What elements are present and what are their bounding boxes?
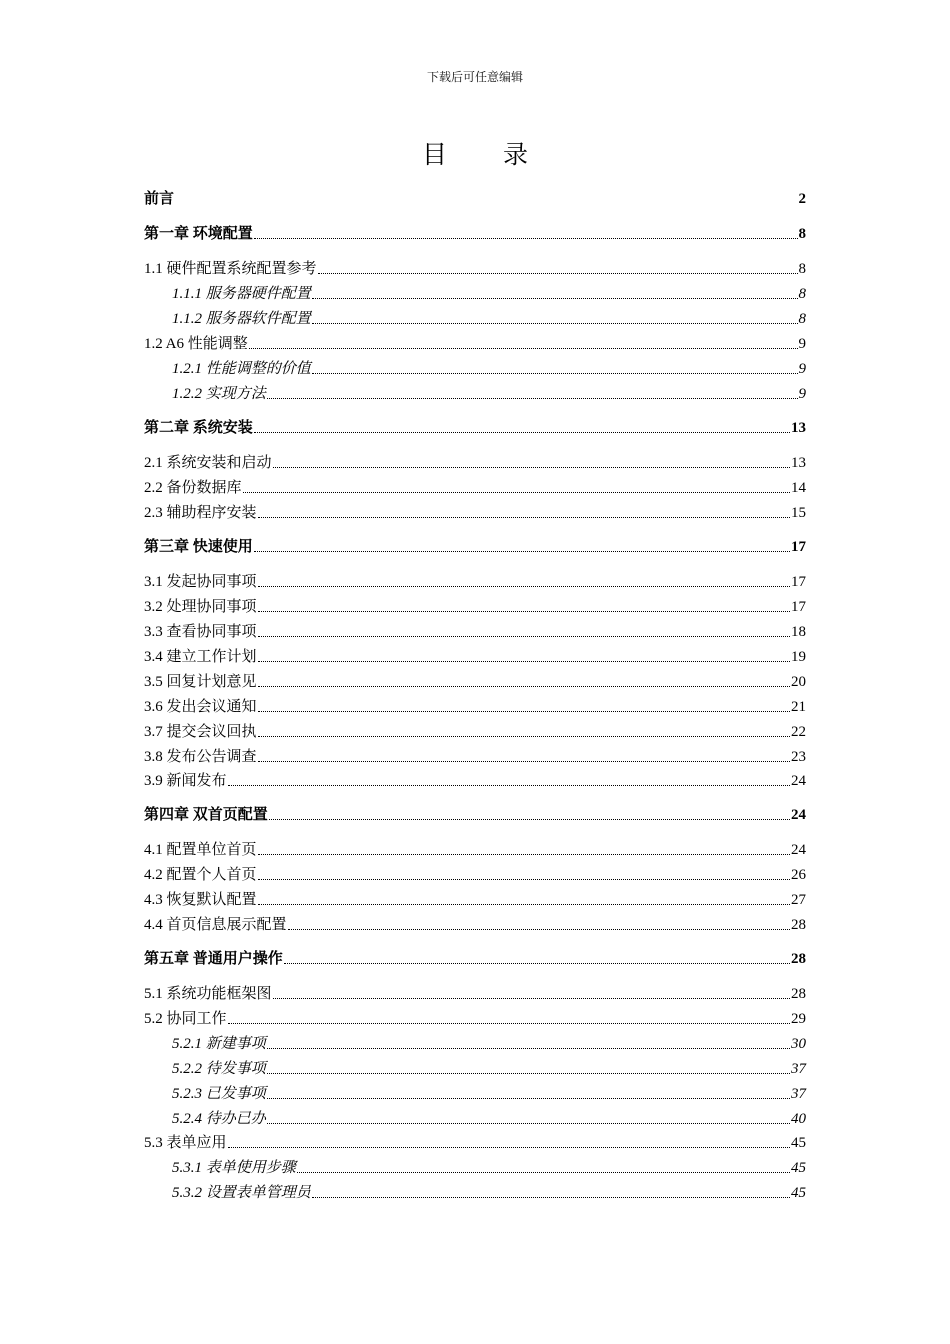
- toc-leader-dots: [258, 610, 790, 612]
- toc-entry-label: 1.1.1 服务器硬件配置: [172, 286, 311, 302]
- toc-section-entry[interactable]: [144, 887, 806, 909]
- toc-entry-label: 第二章 系统安装: [144, 420, 253, 436]
- toc-leader-dots: [267, 397, 798, 399]
- toc-leader-dots: [312, 297, 798, 299]
- toc-subsection-entry[interactable]: [172, 1056, 806, 1078]
- toc-entry-label: 第一章 环境配置: [144, 226, 253, 242]
- toc-entry-label: 5.3 表单应用: [144, 1135, 227, 1151]
- toc-leader-dots: [267, 1072, 790, 1074]
- toc-chapter-entry[interactable]: [144, 802, 806, 824]
- toc-page-number: 24: [791, 807, 806, 823]
- toc-entry-label: 2.1 系统安装和启动: [144, 455, 272, 471]
- toc-entry-label: 3.6 发出会议通知: [144, 699, 257, 715]
- toc-leader-dots: [254, 237, 798, 239]
- toc-leader-dots: [175, 203, 797, 204]
- toc-page-number: 45: [791, 1160, 806, 1176]
- toc-entry-label: 3.3 查看协同事项: [144, 624, 257, 640]
- toc-section-entry[interactable]: [144, 1130, 806, 1152]
- toc-page-number: 24: [791, 773, 806, 789]
- toc-section-entry[interactable]: [144, 569, 806, 591]
- toc-page-number: 22: [791, 724, 806, 740]
- toc-leader-dots: [258, 760, 790, 762]
- toc-title-char-1: 目: [421, 142, 447, 169]
- toc-page-number: 18: [791, 624, 806, 640]
- toc-leader-dots: [312, 1196, 790, 1198]
- toc-leader-dots: [267, 1097, 790, 1099]
- toc-entry-label: 3.5 回复计划意见: [144, 674, 257, 690]
- toc-page-number: 9: [798, 361, 806, 377]
- toc-leader-dots: [258, 685, 790, 687]
- toc-page-number: 45: [791, 1135, 806, 1151]
- toc-leader-dots: [297, 1171, 790, 1173]
- toc-subsection-entry[interactable]: [172, 1031, 806, 1053]
- toc-leader-dots: [273, 466, 790, 468]
- toc-entry-label: 2.3 辅助程序安装: [144, 505, 257, 521]
- toc-entry-label: 5.3.2 设置表单管理员: [172, 1185, 311, 1201]
- toc-entry-label: 4.1 配置单位首页: [144, 842, 257, 858]
- toc-leader-dots: [284, 962, 790, 964]
- toc-entry-label: 4.3 恢复默认配置: [144, 892, 257, 908]
- toc-entry-label: 5.2.3 已发事项: [172, 1086, 266, 1102]
- toc-subsection-entry[interactable]: [172, 1180, 806, 1202]
- toc-section-entry[interactable]: [144, 912, 806, 934]
- toc-entry-label: 5.1 系统功能框架图: [144, 986, 272, 1002]
- toc-chapter-entry[interactable]: [144, 946, 806, 968]
- toc-leader-dots: [228, 1146, 790, 1148]
- toc-section-entry[interactable]: [144, 644, 806, 666]
- toc-page-number: 29: [791, 1011, 806, 1027]
- toc-title-char-2: 录: [503, 142, 529, 169]
- toc-leader-dots: [288, 928, 790, 930]
- toc-page-number: 13: [791, 455, 806, 471]
- toc-entry-label: 1.2.2 实现方法: [172, 386, 266, 402]
- toc-leader-dots: [243, 491, 790, 493]
- toc-entry-label: 5.2.1 新建事项: [172, 1036, 266, 1052]
- toc-entry-label: 3.7 提交会议回执: [144, 724, 257, 740]
- toc-page-number: 24: [791, 842, 806, 858]
- toc-page-number: 40: [791, 1111, 806, 1127]
- toc-page-number: 19: [791, 649, 806, 665]
- toc-subsection-entry[interactable]: [172, 381, 806, 403]
- toc-leader-dots: [258, 516, 790, 518]
- toc-entry-label: 1.1.2 服务器软件配置: [172, 311, 311, 327]
- toc-page-number: 17: [791, 574, 806, 590]
- header-note: 下载后可任意编辑: [426, 70, 523, 84]
- toc-entry-label: 3.8 发布公告调查: [144, 749, 257, 765]
- toc-section-entry[interactable]: [144, 619, 806, 641]
- toc-page-number: 15: [791, 505, 806, 521]
- toc-leader-dots: [267, 1122, 790, 1124]
- toc-page-number: 13: [791, 420, 806, 436]
- toc-page-number: 28: [791, 951, 806, 967]
- toc-leader-dots: [312, 372, 798, 374]
- toc-leader-dots: [228, 1022, 790, 1024]
- toc-section-entry[interactable]: [144, 475, 806, 497]
- toc-leader-dots: [254, 431, 790, 433]
- toc-page-number: 37: [791, 1061, 806, 1077]
- toc-subsection-entry[interactable]: [172, 1081, 806, 1103]
- toc-section-entry[interactable]: [144, 837, 806, 859]
- toc-section-entry[interactable]: [144, 694, 806, 716]
- toc-entry-label: 3.2 处理协同事项: [144, 599, 257, 615]
- toc-leader-dots: [267, 1047, 790, 1049]
- toc-section-entry[interactable]: [144, 862, 806, 884]
- toc-leader-dots: [258, 853, 790, 855]
- toc-subsection-entry[interactable]: [172, 306, 806, 328]
- toc-entry-label: 5.2 协同工作: [144, 1011, 227, 1027]
- toc-entry-label: 4.2 配置个人首页: [144, 867, 257, 883]
- toc-page-number: 37: [791, 1086, 806, 1102]
- toc-entry-label: 1.1 硬件配置系统配置参考: [144, 261, 317, 277]
- toc-entry-label: 4.4 首页信息展示配置: [144, 917, 287, 933]
- toc-section-entry[interactable]: [144, 331, 806, 353]
- toc-chapter-entry[interactable]: [144, 415, 806, 437]
- toc-page-number: 17: [791, 599, 806, 615]
- toc-chapter-entry[interactable]: [144, 221, 806, 243]
- toc-section-entry[interactable]: [144, 500, 806, 522]
- toc-page-number: 45: [791, 1185, 806, 1201]
- toc-entry-label: 1.2 A6 性能调整: [144, 336, 248, 352]
- toc-section-entry[interactable]: [144, 744, 806, 766]
- toc-entry-label: 2.2 备份数据库: [144, 480, 242, 496]
- toc-leader-dots: [258, 710, 790, 712]
- toc-page-number: 28: [791, 917, 806, 933]
- toc-page-number: 8: [798, 286, 806, 302]
- toc-page-number: 9: [798, 386, 806, 402]
- toc-page-number: 21: [791, 699, 806, 715]
- toc-entry-label: 3.4 建立工作计划: [144, 649, 257, 665]
- toc-chapter-entry[interactable]: [144, 186, 806, 208]
- toc-section-entry[interactable]: [144, 981, 806, 1003]
- toc-leader-dots: [228, 784, 790, 786]
- toc-chapter-entry[interactable]: [144, 534, 806, 556]
- toc-leader-dots: [254, 550, 790, 552]
- toc-page-number: 2: [798, 191, 806, 207]
- toc-subsection-entry[interactable]: [172, 281, 806, 303]
- toc-entry-label: 前言: [144, 191, 175, 207]
- toc-leader-dots: [258, 660, 790, 662]
- toc-page-number: 23: [791, 749, 806, 765]
- toc-section-entry[interactable]: [144, 450, 806, 472]
- toc-subsection-entry[interactable]: [172, 1155, 806, 1177]
- toc-leader-dots: [312, 322, 798, 324]
- toc-leader-dots: [258, 735, 790, 737]
- toc-entry-label: 第三章 快速使用: [144, 539, 253, 555]
- toc-entry-label: 第五章 普通用户操作: [144, 951, 283, 967]
- toc-leader-dots: [258, 903, 790, 905]
- toc-leader-dots: [258, 635, 790, 637]
- toc-page-number: 14: [791, 480, 806, 496]
- toc-page-number: 27: [791, 892, 806, 908]
- toc-page-number: 8: [798, 226, 806, 242]
- toc-entry-label: 5.3.1 表单使用步骤: [172, 1160, 296, 1176]
- toc-page-number: 8: [798, 311, 806, 327]
- toc-subsection-entry[interactable]: [172, 356, 806, 378]
- toc-entry-label: 3.9 新闻发布: [144, 773, 227, 789]
- toc-title: [0, 135, 950, 171]
- toc-leader-dots: [258, 585, 790, 587]
- toc-section-entry[interactable]: [144, 719, 806, 741]
- toc-page-number: 26: [791, 867, 806, 883]
- toc-entry-label: 3.1 发起协同事项: [144, 574, 257, 590]
- toc-section-entry[interactable]: [144, 594, 806, 616]
- toc-section-entry[interactable]: [144, 1006, 806, 1028]
- toc-page-number: 9: [798, 336, 806, 352]
- toc-leader-dots: [269, 818, 790, 820]
- toc-page-number: 28: [791, 986, 806, 1002]
- toc-entry-label: 5.2.4 待办已办: [172, 1111, 266, 1127]
- toc-entry-label: 1.2.1 性能调整的价值: [172, 361, 311, 377]
- toc-section-entry[interactable]: [144, 669, 806, 691]
- toc-leader-dots: [249, 347, 798, 349]
- toc-leader-dots: [258, 878, 790, 880]
- toc-page-number: 30: [791, 1036, 806, 1052]
- toc-page-number: 17: [791, 539, 806, 555]
- toc-section-entry[interactable]: [144, 768, 806, 790]
- toc-subsection-entry[interactable]: [172, 1106, 806, 1128]
- toc-leader-dots: [318, 272, 798, 274]
- toc-entry-label: 第四章 双首页配置: [144, 807, 268, 823]
- toc-section-entry[interactable]: [144, 256, 806, 278]
- toc-leader-dots: [273, 997, 790, 999]
- toc-entry-label: 5.2.2 待发事项: [172, 1061, 266, 1077]
- toc-page-number: 8: [798, 261, 806, 277]
- toc-page-number: 20: [791, 674, 806, 690]
